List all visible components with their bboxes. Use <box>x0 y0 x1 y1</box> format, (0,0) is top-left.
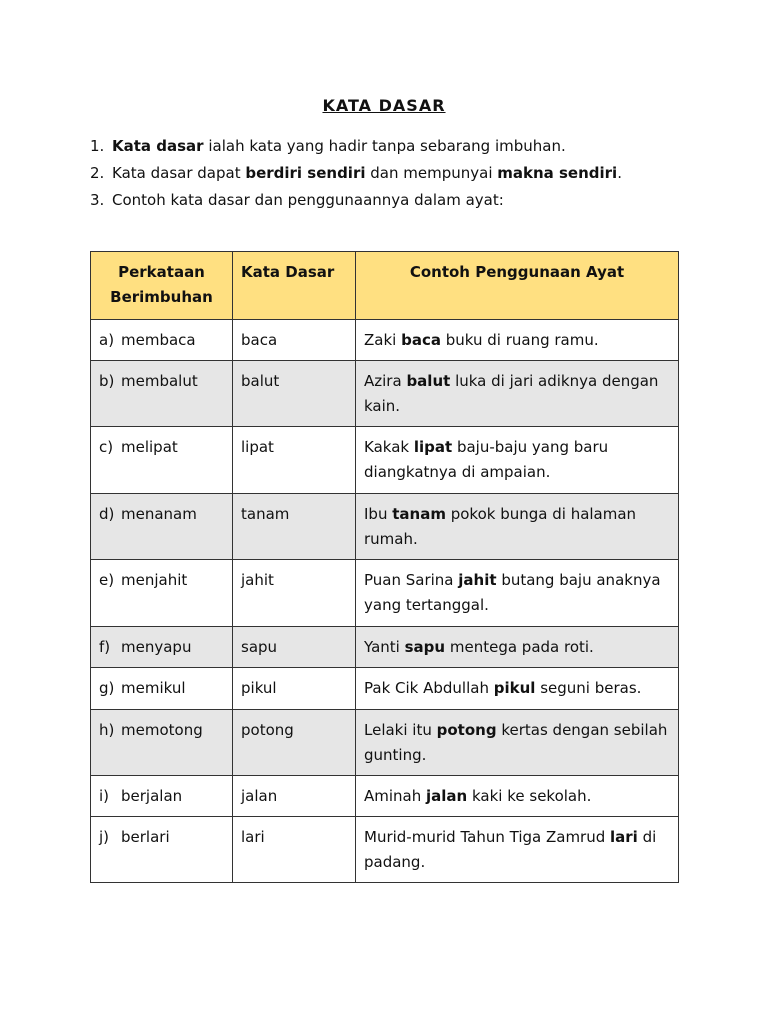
affixed-word: menyapu <box>121 638 192 656</box>
example-sentence-cell <box>356 710 679 776</box>
affixed-word: memikul <box>121 679 186 697</box>
header-kata-dasar: Kata Dasar <box>233 252 356 320</box>
affixed-word-cell <box>91 361 233 427</box>
affixed-word-cell <box>91 560 233 627</box>
bold-text: pikul <box>493 679 536 697</box>
table-row <box>91 627 679 668</box>
example-sentence-cell <box>356 817 679 883</box>
text: kaki ke sekolah. <box>467 787 592 805</box>
affixed-word: membalut <box>121 372 198 390</box>
affixed-word-cell <box>91 494 233 560</box>
text: Contoh kata dasar dan penggunaannya dalam ayat: <box>112 191 504 209</box>
root-word-cell: tanam <box>233 494 356 560</box>
affixed-word: menjahit <box>121 571 188 589</box>
row-letter: b) <box>99 372 115 390</box>
text: Azira <box>364 372 407 390</box>
example-sentence-cell <box>356 627 679 668</box>
text: pokok bunga di halaman rumah. <box>364 505 637 548</box>
text: Kakak <box>364 438 414 456</box>
text: butang baju anaknya yang tertanggal. <box>364 571 661 614</box>
row-letter: h) <box>99 721 115 739</box>
root-word-cell: lipat <box>233 427 356 494</box>
text: Yanti <box>364 638 405 656</box>
row-letter: g) <box>99 679 115 697</box>
root-word-cell: lari <box>233 817 356 883</box>
table-row <box>91 494 679 560</box>
bold-text: lipat <box>413 438 453 456</box>
bold-text: potong <box>436 721 497 739</box>
text: di padang. <box>364 828 657 871</box>
text: kertas dengan sebilah gunting. <box>364 721 668 764</box>
bold-text: makna sendiri <box>497 164 618 182</box>
row-letter: f) <box>99 638 111 656</box>
header-contoh-ayat: Contoh Penggunaan Ayat <box>356 252 679 320</box>
text: . <box>617 164 622 182</box>
root-word-cell: potong <box>233 710 356 776</box>
affixed-word: melipat <box>121 438 178 456</box>
root-word-cell: baca <box>233 320 356 361</box>
root-word-cell: jahit <box>233 560 356 627</box>
example-sentence-cell <box>356 776 679 817</box>
affixed-word-cell <box>91 710 233 776</box>
text: Puan Sarina <box>364 571 459 589</box>
row-letter: i) <box>99 787 110 805</box>
text: Zaki <box>364 331 402 349</box>
affixed-word-cell <box>91 668 233 710</box>
text: mentega pada roti. <box>445 638 594 656</box>
affixed-word-cell <box>91 627 233 668</box>
example-sentence-cell <box>356 560 679 627</box>
text: ialah kata yang hadir tanpa sebarang imbuhan. <box>203 137 566 155</box>
definition-list <box>90 133 710 214</box>
text: Lelaki itu <box>364 721 437 739</box>
root-word-cell: balut <box>233 361 356 427</box>
text: Kata dasar dapat <box>112 164 246 182</box>
root-word-table <box>90 251 679 883</box>
example-sentence-cell <box>356 361 679 427</box>
text: Ibu <box>364 505 393 523</box>
affixed-word-cell <box>91 427 233 494</box>
example-sentence-cell <box>356 427 679 494</box>
example-sentence-cell <box>356 668 679 710</box>
root-word-cell: pikul <box>233 668 356 710</box>
example-sentence-cell <box>356 320 679 361</box>
definition-item <box>90 160 710 187</box>
item-number: 1. <box>90 137 105 155</box>
table-header-row <box>91 252 679 320</box>
definition-item <box>90 187 710 214</box>
row-letter: c) <box>99 438 114 456</box>
table-row <box>91 560 679 627</box>
text: luka di jari adiknya dengan kain. <box>364 372 659 415</box>
example-sentence-cell <box>356 494 679 560</box>
table-row <box>91 361 679 427</box>
affixed-word: berlari <box>121 828 170 846</box>
table-row <box>91 668 679 710</box>
text: dan mempunyai <box>365 164 498 182</box>
bold-text: jahit <box>458 571 497 589</box>
table-row <box>91 710 679 776</box>
table-row <box>91 817 679 883</box>
affixed-word: memotong <box>121 721 203 739</box>
header-perkataan-berimbuhan: Perkataan Berimbuhan <box>91 252 233 320</box>
page-title: KATA DASAR <box>322 96 446 115</box>
bold-text: Kata dasar <box>112 137 204 155</box>
table-row <box>91 776 679 817</box>
bold-text: berdiri sendiri <box>245 164 366 182</box>
root-word-cell: sapu <box>233 627 356 668</box>
item-number: 2. <box>90 164 105 182</box>
affixed-word: menanam <box>121 505 197 523</box>
row-letter: a) <box>99 331 115 349</box>
affixed-word: berjalan <box>121 787 183 805</box>
row-letter: j) <box>99 828 110 846</box>
bold-text: jalan <box>426 787 468 805</box>
bold-text: tanam <box>392 505 446 523</box>
text: seguni beras. <box>535 679 642 697</box>
bold-text: lari <box>610 828 638 846</box>
text: Aminah <box>364 787 427 805</box>
bold-text: sapu <box>404 638 446 656</box>
item-number: 3. <box>90 191 105 209</box>
table-row <box>91 320 679 361</box>
row-letter: d) <box>99 505 115 523</box>
definition-item <box>90 133 710 160</box>
bold-text: balut <box>406 372 451 390</box>
bold-text: baca <box>401 331 441 349</box>
row-letter: e) <box>99 571 115 589</box>
text: baju-baju yang baru diangkatnya di ampaian. <box>364 438 609 481</box>
text: Murid-murid Tahun Tiga Zamrud <box>364 828 611 846</box>
root-word-cell: jalan <box>233 776 356 817</box>
text: Pak Cik Abdullah <box>364 679 494 697</box>
affixed-word-cell <box>91 776 233 817</box>
affixed-word-cell <box>91 817 233 883</box>
text: buku di ruang ramu. <box>440 331 599 349</box>
affixed-word: membaca <box>121 331 196 349</box>
table-row <box>91 427 679 494</box>
affixed-word-cell <box>91 320 233 361</box>
